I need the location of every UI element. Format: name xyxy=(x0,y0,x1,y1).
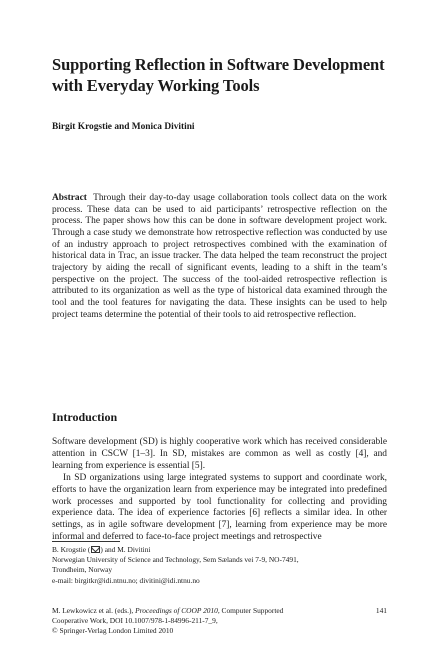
intro-paragraph: Software development (SD) is highly cooperative work which has received considerable attention in CSCW [1–3]. In SD, mistakes are common as well as costly [4], and learning from experience is essential [5]. xyxy=(52,437,387,471)
footnote-city: Trondheim, Norway xyxy=(52,565,113,575)
footnote-names: B. Krogstie ( ) and M. Divitini xyxy=(52,545,151,554)
paper-title xyxy=(52,54,387,96)
title-line-2: with Everyday Working Tools xyxy=(52,76,260,95)
envelope-icon xyxy=(91,546,100,553)
abstract xyxy=(52,193,387,321)
footnote-email: e-mail: birgitkr@idi.ntnu.no; divitini@idi.ntnu.no xyxy=(52,575,200,585)
abstract-label: Abstract xyxy=(52,193,87,203)
page-footer xyxy=(52,606,387,637)
citation-line-3: © Springer-Verlag London Limited 2010 xyxy=(52,626,174,636)
citation-block xyxy=(52,606,342,637)
introduction-body xyxy=(52,437,387,544)
author-footnote xyxy=(52,545,387,586)
footnote-divider xyxy=(52,541,120,542)
page-number: 141 xyxy=(375,606,387,615)
intro-paragraph: In SD organizations using large integrated systems to support and coordinate work, efforts to have the organization learn from experience may be integrated into predefined work processes and supported by tool functionality for collecting and providing experience data. The idea of experience factories [6] reflects a similar idea. In other settings, as in agile software development [7], learning from experience may be more informal and deferred to face-to-face project meetings and retrospective xyxy=(52,472,387,543)
section-heading: Introduction xyxy=(52,410,118,424)
author-list: Birgit Krogstie and Monica Divitini xyxy=(52,122,195,132)
citation-line-2: Cooperative Work, DOI 10.1007/978-1-84996-211-7_9, xyxy=(52,616,218,626)
title-line-1: Supporting Reflection in Software Development xyxy=(52,55,385,74)
footnote-affiliation: Norwegian University of Science and Technology, Sem Sælands vei 7-9, NO-7491, xyxy=(52,555,299,565)
abstract-text: Through their day-to-day usage collaboration tools collect data on the work process. These data can be used to aid participants’ retrospective reflection on the process. The paper shows how this can be done in software development project work. Through a case study we demonstrate how retrospective reflection was conducted by use of an industry approach to project retrospectives combined with the examination of historical data in Trac, an issue tracker. The data helped the team reconstruct the project trajectory by aiding the recall of significant events, leading to a shift in the team’s perspective on the project. The success of the tool-aided retrospective reflection is attributed to its organization as well as the type of historical data examined through the tool and the tool features for navigating the data. These insights can be used to help project teams determine the potential of their tools to aid retrospective reflection. xyxy=(52,193,387,320)
citation-line-1: M. Lewkowicz et al. (eds.), Proceedings of COOP 2010, Computer Supported xyxy=(52,606,284,615)
